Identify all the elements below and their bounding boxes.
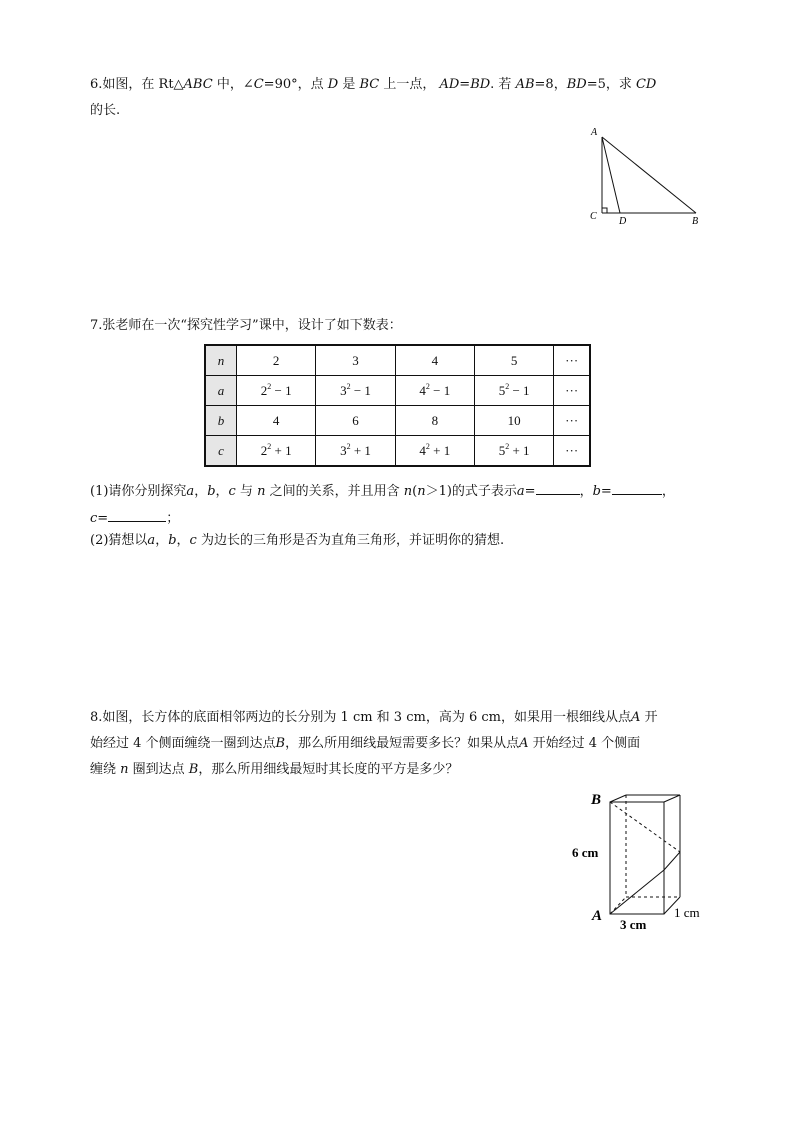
q6-line2: 的长.	[90, 103, 121, 118]
table-cell: 3	[316, 345, 395, 376]
table-cell: 8	[395, 406, 474, 436]
table-row-n	[205, 345, 590, 376]
table-cell: 6	[316, 406, 395, 436]
table-cell: $4^2 + 1$	[395, 436, 474, 467]
q8-cuboid-figure	[560, 782, 720, 942]
label-b: B	[591, 792, 602, 808]
label-c: C	[590, 211, 597, 222]
table-cell: 2	[237, 345, 316, 376]
label-height: 6 cm	[572, 845, 599, 860]
ellipsis-cell: ···	[554, 345, 590, 376]
label-a: A	[591, 127, 598, 138]
q8-line1: 8.如图，长方体的底面相邻两边的长分别为 1 cm 和 3 cm，高为 6 cm，如果用一根细线从点A 开	[90, 710, 658, 725]
table-cell: $3^2 + 1$	[316, 436, 395, 467]
table-cell: 5	[474, 345, 553, 376]
answer-blank-b[interactable]	[612, 480, 662, 495]
table-cell: 4	[395, 345, 474, 376]
label-length: 3 cm	[620, 917, 647, 932]
q7-part2: (2)猜想以a，b，c 为边长的三角形是否为直角三角形，并证明你的猜想.	[90, 533, 505, 548]
thread-hidden-segment	[610, 802, 680, 852]
row-header: a	[205, 376, 237, 406]
row-header: n	[205, 345, 237, 376]
row-header: b	[205, 406, 237, 436]
table-row-c	[205, 436, 590, 467]
table-cell: $2^2 + 1$	[237, 436, 316, 467]
thread-front-segment	[610, 870, 664, 914]
q6-triangle-figure	[580, 124, 710, 230]
segment-ab	[602, 137, 696, 213]
q7-part1-line2: c= ；	[90, 507, 179, 529]
right-angle-mark	[602, 208, 607, 213]
table-cell: 10	[474, 406, 553, 436]
ellipsis-cell: ···	[554, 406, 590, 436]
table-row-a	[205, 376, 590, 406]
q6-line1: 6.如图，在 Rt△ABC 中，∠C=90°，点 D 是 BC 上一点， AD=BD. 若 AB=8，BD=5，求 CD	[90, 77, 657, 92]
table-cell: $5^2 + 1$	[474, 436, 553, 467]
q7-part1-line1: (1)请你分别探究a，b，c 与 n 之间的关系，并且用含 n(n＞1)的式子表示a= ，b= ，	[90, 480, 675, 502]
number-table	[204, 344, 591, 467]
table-cell: $4^2 - 1$	[395, 376, 474, 406]
segment-ad	[602, 137, 620, 213]
label-a: A	[592, 908, 603, 924]
ellipsis-cell: ···	[554, 436, 590, 467]
q8-line2: 始经过 4 个侧面缠绕一圈到达点B，那么所用细线最短需要多长？如果从点A 开始经过 4 个侧面	[90, 736, 641, 751]
q7-intro: 7.张老师在一次“探究性学习”课中，设计了如下数表：	[90, 318, 402, 333]
answer-blank-a[interactable]	[536, 480, 580, 495]
label-b: B	[692, 216, 699, 227]
table-cell: $5^2 - 1$	[474, 376, 553, 406]
ellipsis-cell: ···	[554, 376, 590, 406]
table-cell: $2^2 - 1$	[237, 376, 316, 406]
table-cell: $3^2 - 1$	[316, 376, 395, 406]
answer-blank-c[interactable]	[108, 507, 166, 522]
label-width: 1 cm	[674, 905, 700, 920]
front-face	[610, 802, 664, 914]
thread-side-segment	[664, 852, 680, 870]
row-header: c	[205, 436, 237, 467]
label-d: D	[619, 216, 627, 227]
table-cell: 4	[237, 406, 316, 436]
table-row-b	[205, 406, 590, 436]
q8-line3: 缠绕 n 圈到达点 B，那么所用细线最短时其长度的平方是多少？	[90, 762, 459, 777]
